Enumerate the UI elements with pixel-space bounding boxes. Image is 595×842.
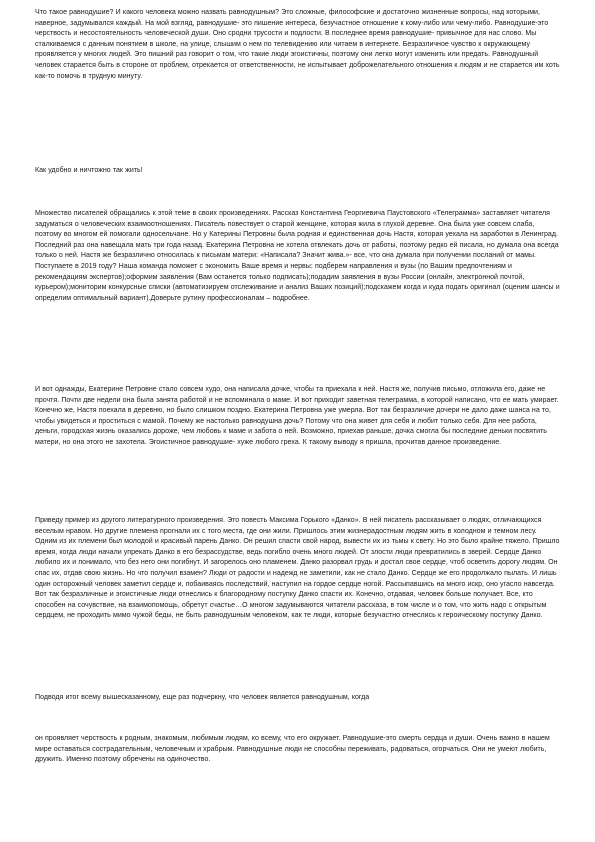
paragraph-exclamation: Как удобно и ничтожно так жить!	[35, 167, 143, 174]
paragraph-conclusion: он проявляет черствость к родным, знакомым, любимым людям, ко всему, что его окружает. Равнодушие-это смерть сердца и души. Очень важно в нашем мире оставаться сострадательным, человечным и храбрым. Равнодушные люди не способны переживать, радоваться, огорчаться. Они не умеют любить, дружить. Именно поэтому обречены на одиночество.	[35, 735, 550, 764]
document-page	[35, 0, 560, 842]
paragraph-telegram-ending: И вот однажды, Екатерине Петровне стало совсем худо, она написала дочке, чтобы та приехала к ней. Настя же, получив письмо, отложила его, даже не прочтя. Почти две недели она была занята работой и не вспоминала о маме. И вот приходит заветная телеграмма, в которой написано, что ее мать умирает. Конечно же, Настя поехала в деревню, но было слишком поздно. Екатерина Петровна уже умерла. Вот так безразличие дочери не дало даже шанса на то, чтобы увидеться и проститься с мамой. Почему же настолько равнодушна дочь? Потому что она живет для себя и любит только себя. Для нее работа, деньги, городская жизнь оказались дороже, чем любовь к маме и забота о ней. Возможно, приехав раньше, дочка смогла бы последние деньки посвятить матери, но она этого не захотела. Эгоистичное равнодушие- хуже любого греха. К такому выводу я пришла, прочитав данное произведение.	[35, 386, 559, 446]
paragraph-telegram-story: Множество писателей обращались к этой теме в своих произведениях. Рассказ Константина Георгиевича Паустовского «Телеграмма» заставляет читателя задуматься о человеческих взаимоотношениях. Писатель повествует о старой женщине, которая жила в глухой деревне. Она была уже совсем слаба, поэтому во многом ей помогали односельчане. Но у Катерины Петровны была родная и единственная дочь Настя, которая уехала на заработки в Ленинград. Последний раз она навещала мать три года назад. Екатерина Петровна не хотела отвлекать дочь от работы, поэтому редко ей писала, но думала она всегда только о ней. Настя же безразлично относилась к письмам матери: «Написала? Значит жива.»- все, что она думала при получении посланий от мамы. Поступаете в 2019 году? Наша команда поможет с экономить Ваше время и нервы: подберем направления и вузы (по Вашим предпочтениям и рекомендациям экспертов);оформим заявления (Вам останется только подписать);подадим заявления в вузы России (онлайн, электронной почтой, курьером);мониторим конкурсные списки (автоматизируем отслеживание и анализ Ваших позиций);подскажем когда и куда подать оригинал (оценим шансы и определим оптимальный вариант).Доверьте рутину профессионалам – подробнее.	[35, 210, 560, 302]
paragraph-danko-story: Приведу пример из другого литературного произведения. Это повесть Максима Горького «Данко». В ней писатель рассказывает о людях, отличающихся веселым нравом. Но другие племена прогнали их с того места, где они жили. Пришлось этим жизнерадостным людям жить в холодном и темном лесу. Одним из их племени был молодой и красивый парень Данко. Он решил спасти свой народ, вывести их из тьмы к свету. Но это было крайне тяжело. Пришло время, когда люди начали упрекать Данко в его безрассудстве, ведь погибло очень много людей. От злости люди превратились в зверей. Сердце Данко любило их и понимало, что без него они погибнут. И загорелось оно пламенем. Данко разорвал грудь и достал свое сердце, чтоб осветить дорогу людям. Он спас их, отдав свою жизнь. Но что получил взамен? Люди от радости и надежд не заметили, как не стало Данко. Сердце же его продолжало пылать. И лишь один осторожный человек заметил сердце и, побаиваясь последствий, наступил на гордое сердце ногой. Рассыпавшись на много искр, оно угасло навсегда. Вот так безразличные и эгоистичные люди отнеслись к благородному поступку Данко спасти их. Конечно, отдавая, человек больше получает. Все, кто способен на сочувствие, на взаимопомощь, обретут счастье…О многом задумываются читатели рассказа, в том числе и о том, что жить надо с открытым сердцем, не проходить мимо чужой беды, не быть равнодушным человеком, как те люди, которые безучастно отнеслись к героическому поступку Данко.	[35, 517, 560, 620]
paragraph-intro: Что такое равнодушие? И какого человека можно назвать равнодушным? Это сложные, философские и достаточно жизненные вопросы, над которыми, наверное, задумывался каждый. На мой взгляд, равнодушие- это пишение интереса, безучастное отношение к кому-либо или чему-либо. Равнодушие-это черствость и несостоятельность человеческой души. Оно сродни трусости и подлости. В последнее время равнодушие- привычное для нас слово. Мы сталкиваемся с данным понятием в школе, на улице, слышим о нем по телевидению или читаем в интернете. Безразличное чувство к окружающему проявляется у многих людей. Это пишний раз говорит о том, что такие люди эгоистичны, поэтому они легко могут изменить или предать. Равнодушный человек старается быть в стороне от проблем, отрекается от ответственности, не испытывает доброжелательного отношения к людям и не старается им хоть как-то помочь в трудную минуту.	[35, 9, 560, 80]
paragraph-conclusion-lead: Подводя итог всему вышесказанному, еще раз подчеркну, что человек является равнодушным, когда	[35, 694, 370, 701]
